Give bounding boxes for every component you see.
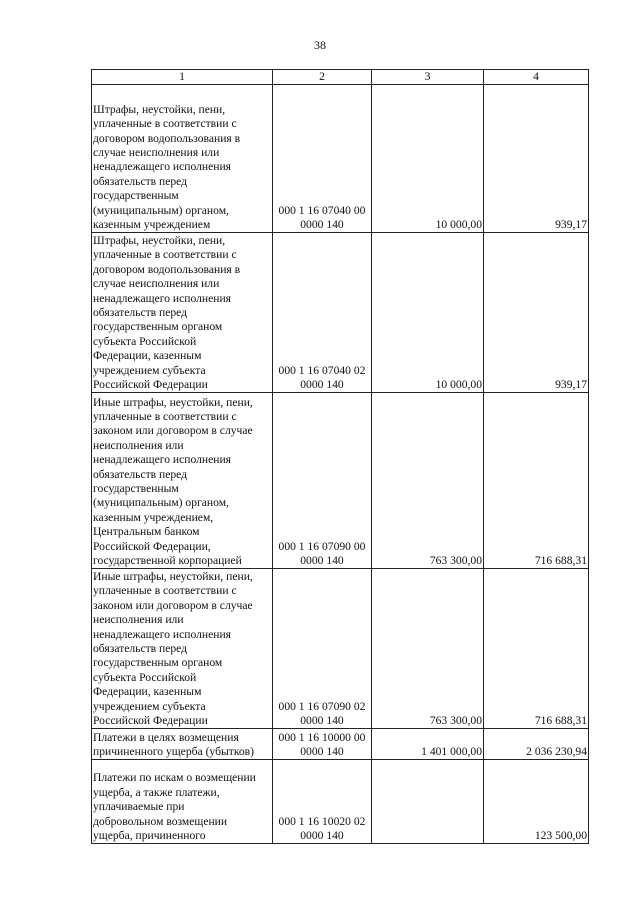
executed-amount: 716 688,31 — [484, 569, 589, 729]
revenue-item-name: Платежи в целях возмещения причиненного ущерба (убытков) — [92, 729, 273, 760]
table-row — [92, 393, 589, 569]
approved-amount: 763 300,00 — [372, 393, 484, 569]
budget-classification-code: 000 1 16 10020 02 0000 140 — [273, 760, 372, 844]
approved-amount: 1 401 000,00 — [372, 729, 484, 760]
revenue-item-name: Иные штрафы, неустойки, пени, уплаченные в соответствии с законом или договором в случае неисполнения или ненадлежащего исполнения обязательств перед государственным (муниципальным) органом, казенным учреждением, Центральным банком Российской Федерации, государственной корпорацией — [92, 393, 273, 569]
column-header: 3 — [372, 70, 484, 85]
approved-amount: 10 000,00 — [372, 85, 484, 233]
column-header: 4 — [484, 70, 589, 85]
executed-amount: 2 036 230,94 — [484, 729, 589, 760]
budget-classification-code: 000 1 16 07090 00 0000 140 — [273, 393, 372, 569]
approved-amount — [372, 760, 484, 844]
budget-classification-code: 000 1 16 07040 02 0000 140 — [273, 233, 372, 393]
executed-amount: 716 688,31 — [484, 393, 589, 569]
page-number: 38 — [314, 38, 326, 52]
revenue-table — [91, 69, 589, 844]
column-header: 2 — [273, 70, 372, 85]
table-row — [92, 760, 589, 844]
approved-amount: 763 300,00 — [372, 569, 484, 729]
table-row — [92, 729, 589, 760]
table-header-row — [92, 70, 589, 85]
budget-classification-code: 000 1 16 10000 00 0000 140 — [273, 729, 372, 760]
executed-amount: 939,17 — [484, 233, 589, 393]
executed-amount: 939,17 — [484, 85, 589, 233]
table-row — [92, 233, 589, 393]
budget-classification-code: 000 1 16 07090 02 0000 140 — [273, 569, 372, 729]
budget-classification-code: 000 1 16 07040 00 0000 140 — [273, 85, 372, 233]
column-header: 1 — [92, 70, 273, 85]
table-row — [92, 569, 589, 729]
revenue-item-name: Иные штрафы, неустойки, пени, уплаченные в соответствии с законом или договором в случае неисполнения или ненадлежащего исполнения обязательств перед государственным органом субъекта Российской Федерации, казенным учреждением субъекта Российской Федерации — [92, 569, 273, 729]
revenue-item-name: Платежи по искам о возмещении ущерба, а также платежи, уплачиваемые при добровольном возмещении ущерба, причиненного — [92, 760, 273, 844]
approved-amount: 10 000,00 — [372, 233, 484, 393]
executed-amount: 123 500,00 — [484, 760, 589, 844]
revenue-item-name: Штрафы, неустойки, пени, уплаченные в соответствии с договором водопользования в случае неисполнения или ненадлежащего исполнения обязательств перед государственным органом субъекта Российской Федерации, казенным учреждением субъекта Российской Федерации — [92, 233, 273, 393]
revenue-item-name: Штрафы, неустойки, пени, уплаченные в соответствии с договором водопользования в случае неисполнения или ненадлежащего исполнения обязательств перед государственным (муниципальным) органом, казенным учреждением — [92, 85, 273, 233]
table-row — [92, 85, 589, 233]
